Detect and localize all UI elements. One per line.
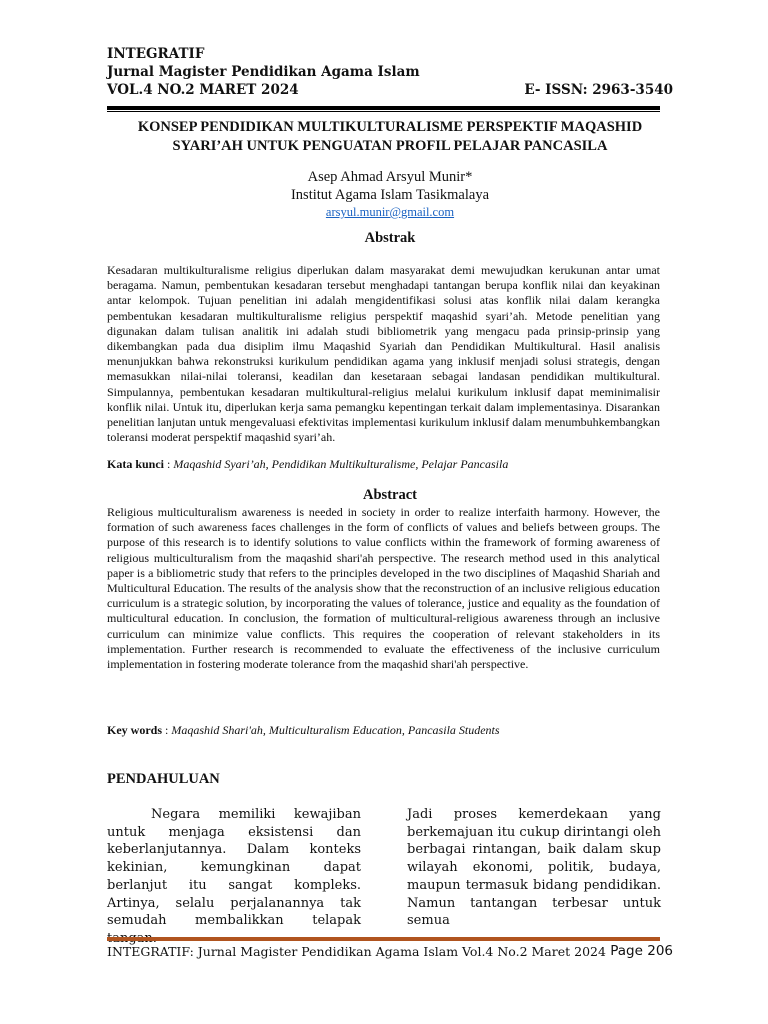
abstrak-keywords-label: Kata kunci (107, 457, 165, 471)
journal-volume: VOL.4 NO.2 MARET 2024 (107, 82, 299, 98)
abstrak-text: Kesadaran multikulturalisme religius diperlukan dalam masyarakat demi mewujudkan kerukunan antar umat beragama. Namun, pembentukan kesadaran tersebut menghadapi tantangan berupa konflik nilai dan keyakinan antar kelompok. Tujuan penelitian ini adalah mengidentifikasi solusi atas konflik nilai dalam kerangka pembentukan kesadaran multikulturalisme religius perspektif maqashid syari’ah. Metode penelitian yang digunakan dalam tulisan analitik ini adalah studi bibliometrik yang mengacu pada prinsip-prinsip yang dikembangkan pada dua disiplim ilmu Maqashid Syariah dan Pendidikan Multikultural. Hasil analisis menunjukkan bahwa rekonstruksi kurikulum pendidikan agama yang inklusif menjadi solusi strategis, dengan memasukkan nilai-nilai toleransi, keadilan dan kesetaraan sebagai landasan pendidikan multikultural. Simpulannya, pembentukan kesadaran multikultural-religius melalui kurikulum inklusif dapat meminimalisir konflik nilai. Untuk itu, diperlukan kerja sama pemangku kepentingan terkait dalam implementasinya. Disarankan penelitian lanjutan untuk mengevaluasi efektivitas implementasi kurikulum inklusif dalam menumbuhkembangkan toleransi moderat perspektif maqashid syari’ah. (107, 263, 660, 445)
abstrak-keywords-value: Maqashid Syari’ah, Pendidikan Multikulturalisme, Pelajar Pancasila (173, 457, 509, 471)
journal-issn: E- ISSN: 2963-3540 (524, 82, 673, 98)
page-number: Page 206 (610, 943, 673, 959)
article-title-line-2: SYARI’AH UNTUK PENGUATAN PROFIL PELAJAR PANCASILA (172, 138, 608, 154)
abstract-keywords: Key words : Maqashid Shari'ah, Multiculturalism Education, Pancasila Students (107, 723, 500, 737)
author-institution: Institut Agama Islam Tasikmalaya (290, 187, 490, 203)
section-heading-pendahuluan: PENDAHULUAN (107, 771, 220, 787)
abstract-keywords-label: Key words (107, 723, 162, 737)
author-email-link[interactable]: arsyul.munir@gmail.com (325, 205, 455, 219)
body-column-left: Negara memiliki kewajiban untuk menjaga eksistensi dan keberlanjutannya. Dalam konteks kekinian, kemungkinan dapat berlanjut itu sangat kompleks. Artinya, selalu perjalanannya tak semudah membalikkan telapak (107, 807, 361, 929)
journal-header (107, 45, 673, 99)
author-block (100, 168, 680, 220)
header-rule-thin (107, 111, 660, 112)
journal-short-name: INTEGRATIF (107, 46, 205, 62)
abstract-text: Religious multiculturalism awareness is needed in society in order to realize interfaith harmony. However, the formation of such awareness faces challenges in the form of conflicts of values and beliefs between groups. The purpose of this research is to identify solutions to value conflicts within the framework of forming awareness of religious multiculturalism from the maqashid shari'ah perspective. The research method used in this analytical paper is a bibliometric study that refers to the principles developed in the two disciplines of Maqashid Shariah and Multicultural Education. The results of the analysis show that the reconstruction of an inclusive religious education curriculum is a strategic solution, by incorporating the values of tolerance, justice and equality as the foundation of multicultural education. In conclusion, the formation of multicultural-religious awareness through an inclusive curriculum can minimize value conflicts. This requires the cooperation of relevant stakeholders in its implementation. Further research is recommended to evaluate the effectiveness of the inclusive curriculum implementation in fostering moderate tolerance from the maqashid shari'ah perspective. (107, 505, 660, 672)
article-title (100, 118, 680, 156)
volume-issn-row (107, 81, 673, 99)
author-name: Asep Ahmad Arsyul Munir* (307, 169, 473, 185)
abstract-heading: Abstract (363, 487, 417, 503)
journal-full-name: Jurnal Magister Pendidikan Agama Islam (107, 64, 420, 80)
footer-rule (107, 937, 660, 941)
abstract-keywords-value: Maqashid Shari'ah, Multiculturalism Education, Pancasila Students (171, 723, 500, 737)
body-column-right: Jadi proses kemerdekaan yang berkemajuan itu cukup dirintangi oleh berbagai rintangan, baik dalam skup wilayah ekonomi, politik, budaya, maupun termasuk bidang pendidikan. Namun tantangan terbesar untuk semua (407, 807, 662, 929)
header-rule-thick (107, 106, 660, 110)
article-title-line-1: KONSEP PENDIDIKAN MULTIKULTURALISME PERSPEKTIF MAQASHID (137, 119, 643, 135)
footer-journal-text: INTEGRATIF: Jurnal Magister Pendidikan Agama Islam Vol.4 No.2 Maret 2024 (107, 944, 606, 959)
abstrak-keywords: Kata kunci : Maqashid Syari’ah, Pendidikan Multikulturalisme, Pelajar Pancasila (107, 457, 509, 471)
abstrak-heading: Abstrak (364, 230, 416, 246)
